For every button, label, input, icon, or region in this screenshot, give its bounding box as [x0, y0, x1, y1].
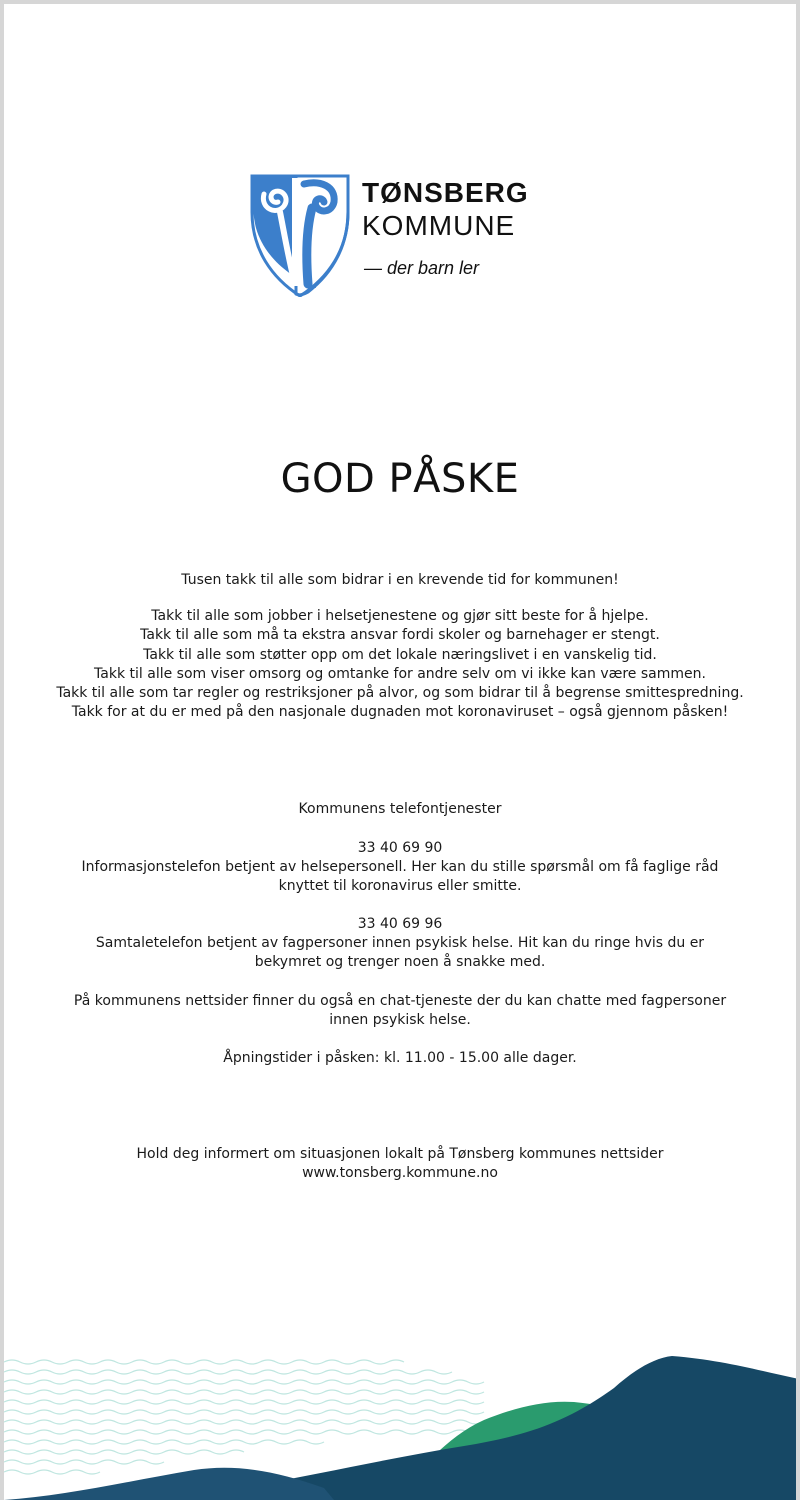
- chat-line: På kommunens nettsider finner du også en chat-tjeneste der du kan chatte med fagpersoner: [73, 993, 727, 1009]
- thanks-list: [44, 607, 756, 723]
- coat-of-arms-icon: [250, 172, 350, 297]
- tonsberg-kommune-logo: [250, 172, 550, 297]
- page-title: GOD PÅSKE: [280, 456, 520, 502]
- phone-info-description: [44, 858, 756, 897]
- phone-talk-description: [44, 934, 756, 973]
- description-line: Samtaletelefon betjent av fagpersoner innen psykisk helse. Hit kan du ringe hvis du er: [95, 935, 705, 951]
- footer-info-text: Hold deg informert om situasjonen lokalt på Tønsberg kommunes nettsider: [136, 1146, 664, 1162]
- thanks-line: Takk til alle som jobber i helsetjenestene og gjør sitt beste for å hjelpe.: [151, 608, 649, 624]
- brand-name-line1: TØNSBERG: [362, 177, 529, 208]
- phone-number-info: 33 40 69 90: [357, 840, 443, 856]
- landscape-decoration: [4, 1350, 800, 1500]
- thanks-line: Takk for at du er med på den nasjonale dugnaden mot koronaviruset – også gjennom påsken!: [71, 704, 729, 721]
- chat-service-text: [44, 992, 756, 1031]
- thanks-line: Takk til alle som viser omsorg og omtanke for andre selv om vi ikke kan være sammen.: [94, 665, 706, 682]
- thanks-line: Takk til alle som må ta ekstra ansvar fordi skoler og barnehager er stengt.: [140, 627, 660, 644]
- opening-hours: Åpningstider i påsken: kl. 11.00 - 15.00 alle dager.: [223, 1050, 577, 1066]
- intro-heading: Tusen takk til alle som bidrar i en krevende tid for kommunen!: [181, 572, 619, 588]
- brand-name-line2: KOMMUNE: [362, 210, 516, 241]
- phone-services-heading: Kommunens telefontjenester: [298, 801, 502, 817]
- description-line: Informasjonstelefon betjent av helsepersonell. Her kan du stille spørsmål om få faglige råd: [81, 859, 719, 875]
- thanks-line: Takk til alle som støtter opp om det lokale næringslivet i en vanskelig tid.: [143, 646, 657, 663]
- chat-line: innen psykisk helse.: [329, 1012, 471, 1029]
- thanks-line: Takk til alle som tar regler og restriksjoner på alvor, og som bidrar til å begrense smittespredning.: [56, 685, 744, 702]
- brand-tagline: — der barn ler: [364, 258, 480, 278]
- footer-website-url: www.tonsberg.kommune.no: [302, 1165, 498, 1181]
- phone-number-talk: 33 40 69 96: [357, 916, 443, 932]
- description-line: bekymret og trenger noen å snakke med.: [254, 954, 546, 971]
- description-line: knyttet til koronavirus eller smitte.: [278, 878, 522, 895]
